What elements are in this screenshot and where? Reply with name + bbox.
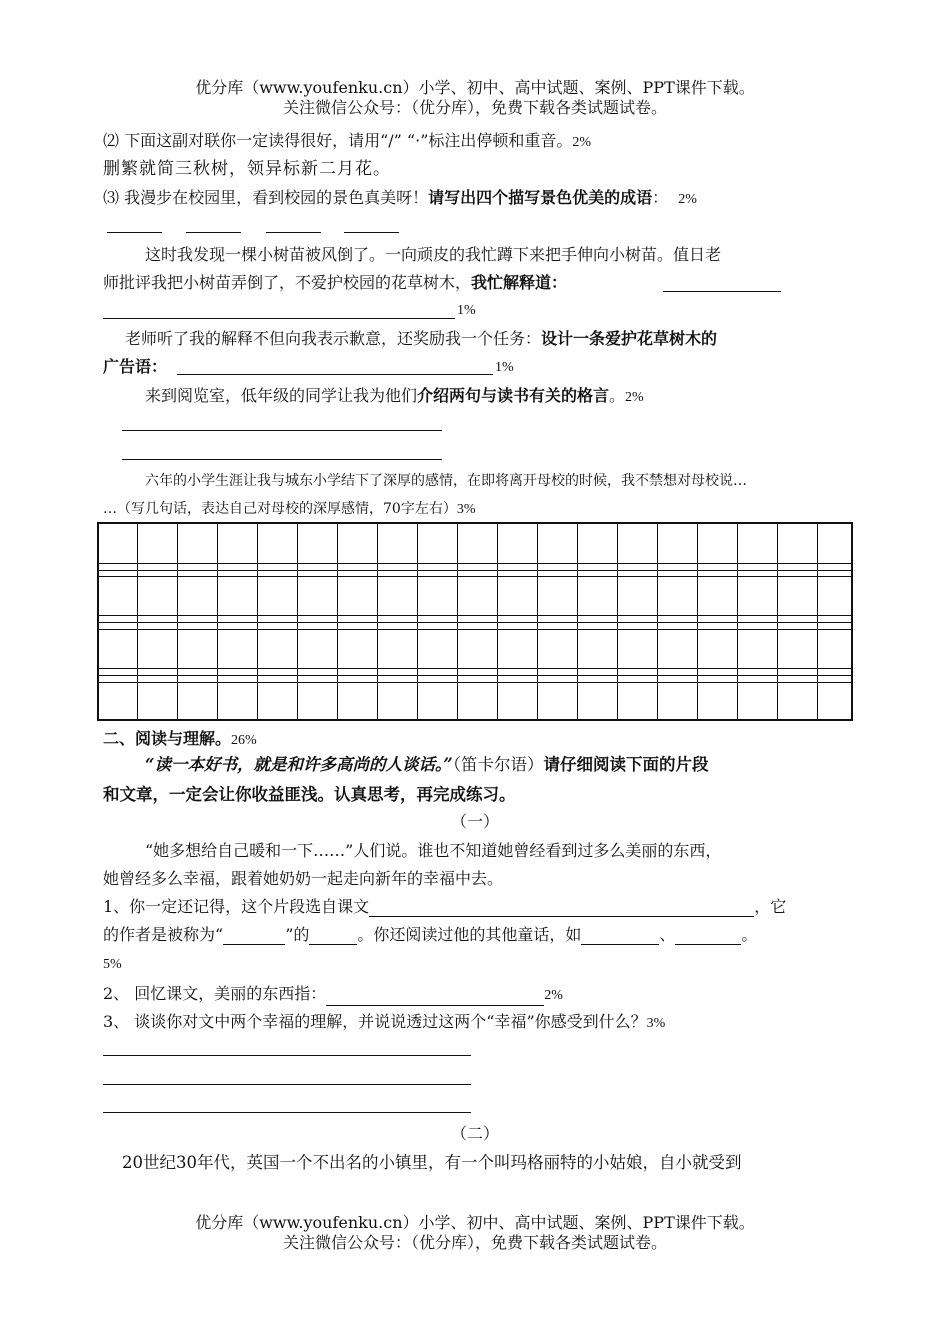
couplet: 删繁就简三秋树，领异标新二月花。 [103, 159, 391, 179]
part1-q1-line-2 [103, 925, 757, 945]
part1-q1-c: 的作者是被称为“ [103, 925, 224, 944]
grid-line [417, 524, 418, 719]
section2-quote-line [145, 755, 708, 775]
motto-blank-2[interactable] [122, 459, 442, 460]
q2-prompt [103, 131, 591, 153]
footer-line-1: 优分库（www.youfenku.cn）小学、初中、高中试题、案例、PPT课件下载。 [195, 1213, 755, 1232]
section2-quote: “读一本好书，就是和许多高尚的人谈话。” [145, 755, 453, 774]
section2-title [103, 729, 257, 751]
grid-line [297, 524, 298, 719]
grid-line [257, 524, 258, 719]
grid-line [337, 524, 338, 719]
grid-line [737, 524, 738, 719]
q2-score: 2% [572, 135, 592, 150]
school-score: 3% [456, 502, 476, 517]
answer-blank-2[interactable] [103, 1084, 471, 1085]
grid-line [99, 622, 851, 623]
answer-blank-3[interactable] [103, 1112, 471, 1113]
slogan-line-2: 广告语： [103, 357, 168, 376]
idiom-blank-1[interactable] [107, 232, 162, 233]
beautiful-things-blank[interactable] [326, 989, 544, 1006]
section2-instruction-1: 请仔细阅读下面的片段 [543, 755, 709, 774]
q3-colon: ： [652, 188, 669, 207]
explain-blank-1[interactable] [663, 291, 781, 292]
q3-prompt [103, 188, 697, 210]
grid-line [777, 524, 778, 719]
part1-q3-score: 3% [646, 1016, 666, 1031]
grid-line [497, 524, 498, 719]
grid-line [99, 576, 851, 577]
part1-q1-d: ”的 [285, 925, 310, 944]
grid-line [99, 682, 851, 683]
header-line-1: 优分库（www.youfenku.cn）小学、初中、高中试题、案例、PPT课件下载。 [195, 78, 755, 97]
grid-line [177, 524, 178, 719]
grid-line [99, 563, 851, 564]
motto-blank-1[interactable] [122, 430, 442, 431]
author-name-blank[interactable] [309, 928, 357, 945]
grid-line [577, 524, 578, 719]
q2-prompt-text: ⑵ 下面这副对联你一定读得很好，请用“/” “·”标注出停顿和重音。 [103, 131, 573, 150]
q3-prompt-bold: 请写出四个描写景色优美的成语 [428, 188, 653, 207]
header-line-2: 关注微信公众号：（优分库），免费下载各类试题试卷。 [282, 98, 667, 117]
author-title-blank[interactable] [223, 928, 285, 945]
grid-line [99, 675, 851, 676]
part1-q3-line [103, 1012, 665, 1034]
school-line-1: 六年的小学生涯让我与城东小学结下了深厚的感情，在即将离开母校的时候，我不禁想对母校说… [145, 473, 747, 489]
part1-q1-b: ，它 [754, 897, 787, 916]
q3-score: 2% [678, 192, 697, 207]
part1-q1-e: 。你还阅读过他的其他童话，如 [357, 925, 582, 944]
slogan-blank[interactable] [177, 374, 493, 375]
section2-instruction-2: 和文章，一定会让你收益匪浅。认真思考，再完成练习。 [103, 785, 516, 804]
section2-title-text: 二、阅读与理解。 [103, 729, 232, 748]
grid-line [617, 524, 618, 719]
slogan-line-1-text: 老师听了我的解释不但向我表示歉意，还奖励我一个任务： [125, 329, 542, 348]
writing-grid[interactable] [97, 522, 853, 721]
part1-q2-line [103, 984, 563, 1006]
story-blank-2[interactable] [675, 928, 741, 945]
part2-text-1: 20世纪30年代，英国一个不出名的小镇里，有一个叫玛格丽特的小姑娘，自小就受到 [122, 1153, 742, 1172]
answer-blank-1[interactable] [103, 1055, 471, 1056]
grid-line [99, 668, 851, 669]
part1-q3: 3、 谈谈你对文中两个幸福的理解，并说说透过这两个“幸福”你感受到什么？ [103, 1012, 647, 1031]
part1-q2-score: 2% [544, 988, 563, 1003]
idiom-blank-3[interactable] [266, 232, 321, 233]
slogan-line-1-bold: 设计一条爱护花草树木的 [541, 329, 718, 348]
explain-blank-2[interactable] [103, 318, 455, 319]
school-line-2-text: …（写几句话，表达自己对母校的深厚感情，70字左右） [103, 501, 457, 517]
grid-line [99, 615, 851, 616]
sapling-line-2 [103, 273, 567, 293]
q3-prompt-text: ⑶ 我漫步在校园里，看到校园的景色真美呀！ [103, 188, 429, 207]
motto-score: 2% [625, 390, 644, 405]
grid-line [99, 629, 851, 630]
grid-line [657, 524, 658, 719]
motto-text: 来到阅览室，低年级的同学让我为他们 [145, 386, 418, 405]
idiom-blank-2[interactable] [186, 232, 241, 233]
grid-line [99, 570, 851, 571]
part1-q1-g: 。 [741, 925, 758, 944]
slogan-line-1 [125, 329, 717, 349]
lesson-title-blank[interactable] [369, 900, 754, 917]
sapling-line-1: 这时我发现一棵小树苗被风倒了。一向顽皮的我忙蹲下来把手伸向小树苗。值日老 [145, 245, 722, 264]
grid-line [377, 524, 378, 719]
sapling-line-2-bold: 我忙解释道： [471, 273, 568, 292]
part1-q2: 2、 回忆课文，美丽的东西指： [103, 984, 327, 1003]
story-blank-1[interactable] [581, 928, 659, 945]
grid-line [537, 524, 538, 719]
part1-q1-f: 、 [659, 925, 676, 944]
part1-text-1: “她多想给自己暖和一下……”人们说。谁也不知道她曾经看到过多么美丽的东西， [145, 841, 722, 860]
footer-line-2: 关注微信公众号：（优分库），免费下载各类试题试卷。 [282, 1233, 667, 1252]
section2-score: 26% [231, 733, 257, 748]
motto-line: 来到阅览室，低年级的同学让我为他们介绍两句与读书有关的格言。2% [145, 386, 644, 405]
part1-q1-a: 1、你一定还记得，这个片段选自课文 [103, 897, 370, 916]
part1-text-2: 她曾经多么幸福，跟着她奶奶一起走向新年的幸福中去。 [103, 869, 504, 888]
idiom-blank-4[interactable] [344, 232, 399, 233]
grid-line [817, 524, 818, 719]
sapling-score: 1% [457, 303, 476, 318]
motto-bold: 介绍两句与读书有关的格言 [417, 386, 610, 405]
slogan-score: 1% [495, 360, 514, 375]
part2-heading: （二） [450, 1124, 499, 1143]
part1-heading: （一） [450, 812, 499, 831]
grid-line [457, 524, 458, 719]
section2-author: （笛卡尔语） [452, 755, 544, 774]
grid-line [137, 524, 138, 719]
grid-line [217, 524, 218, 719]
sapling-line-2-text: 师批评我把小树苗弄倒了，不爱护校园的花草树木， [103, 273, 472, 292]
school-line-2 [103, 499, 476, 520]
part1-q1-line-1 [103, 897, 786, 917]
part1-q1-score: 5% [103, 957, 122, 972]
grid-line [697, 524, 698, 719]
